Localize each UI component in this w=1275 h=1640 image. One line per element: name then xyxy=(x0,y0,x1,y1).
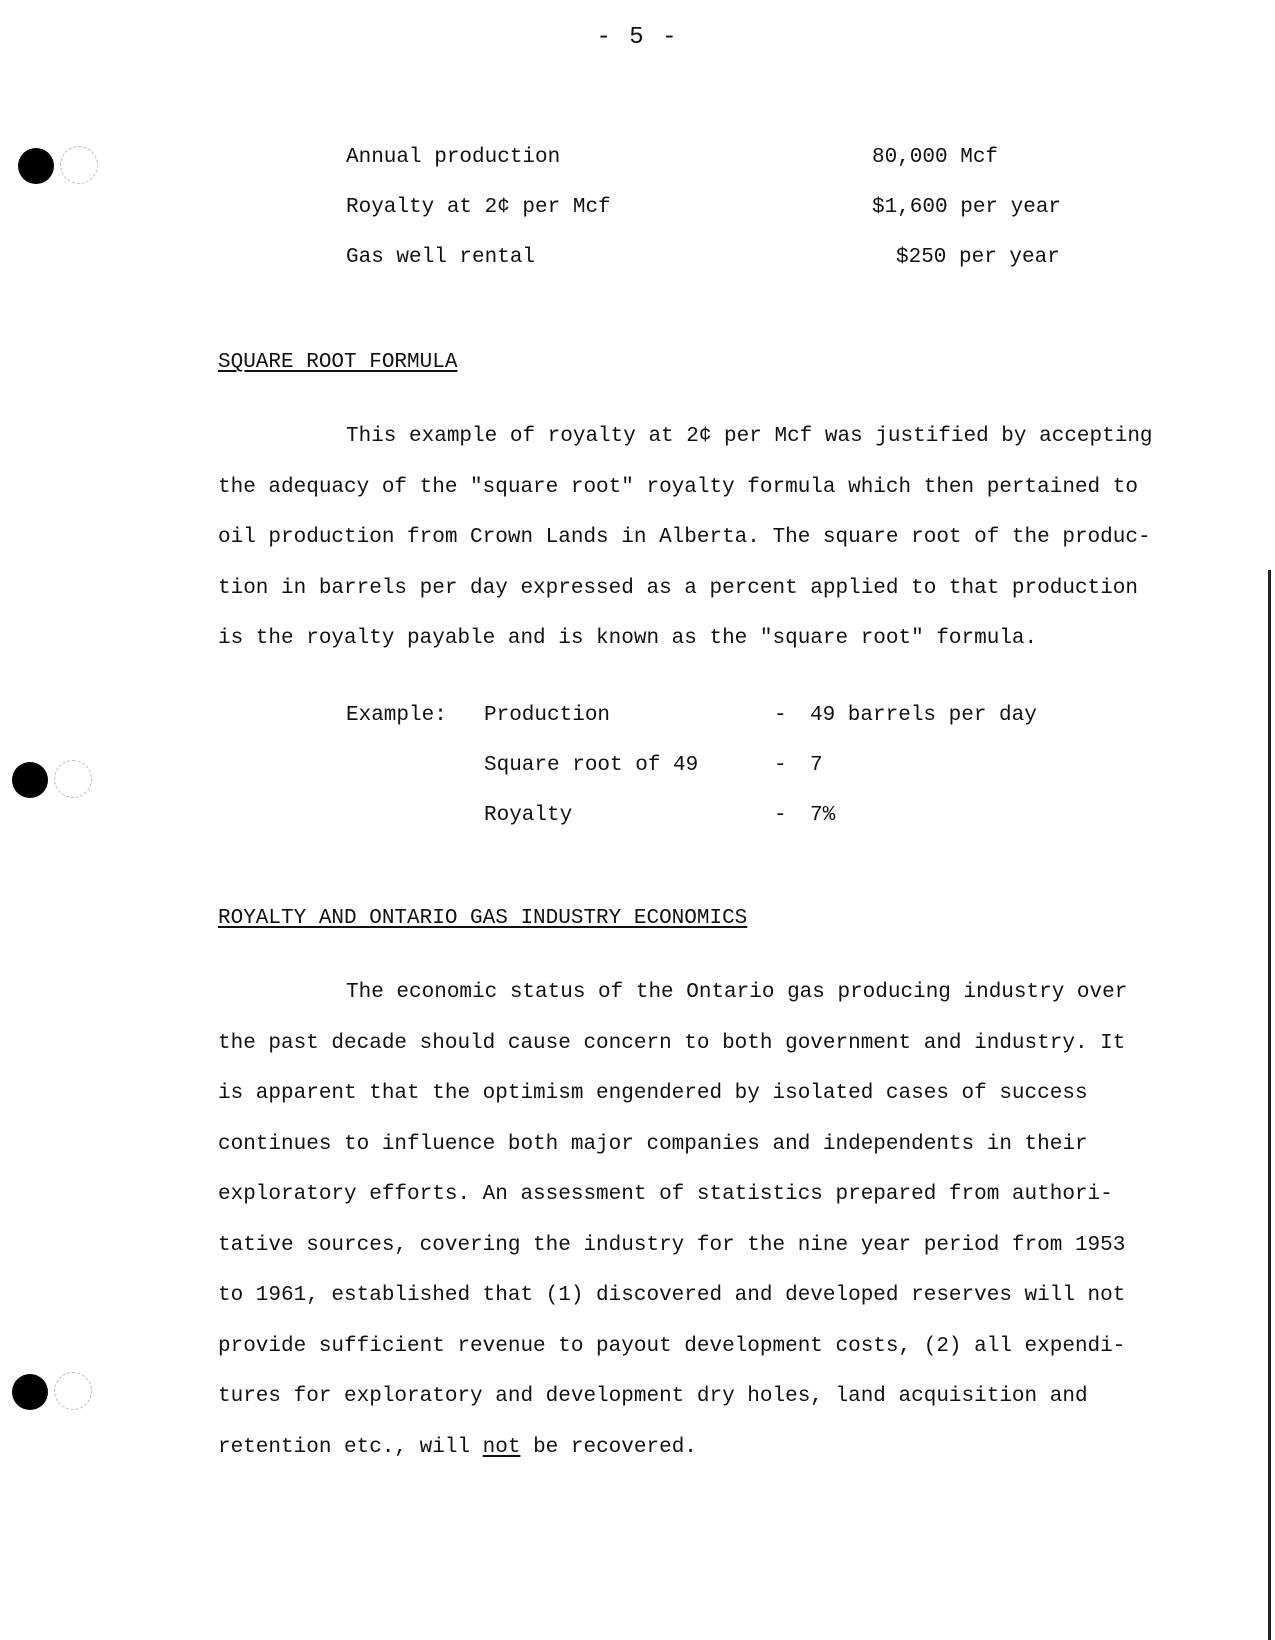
page-number: - 5 - xyxy=(596,24,679,51)
emphasis-not: not xyxy=(482,1435,521,1459)
summary-value: $250 per year xyxy=(896,246,1060,269)
example-row-label: Square root of 49 xyxy=(484,754,699,777)
paragraph-line: oil production from Crown Lands in Alberta. The square root of the produc- xyxy=(218,526,1151,549)
paragraph-line: tative sources, covering the industry for the nine year period from 1953 xyxy=(218,1233,1126,1257)
paragraph-square-root xyxy=(218,412,1168,665)
paragraph-line: provide sufficient revenue to payout development costs, (2) all expendi- xyxy=(218,1334,1126,1358)
paragraph-line: the adequacy of the "square root" royalty formula which then pertained to xyxy=(218,475,1138,499)
summary-value: $1,600 per year xyxy=(872,196,1062,219)
paragraph-line: continues to influence both major companies and independents in their xyxy=(218,1132,1088,1156)
example-label: Example: xyxy=(346,704,447,727)
hole-punch-middle xyxy=(12,762,48,798)
hole-punch-ring-bottom xyxy=(54,1372,92,1410)
paragraph-line: is the royalty payable and is known as the "square root" formula. xyxy=(218,627,1038,650)
paragraph-line: This example of royalty at 2¢ per Mcf was justified by accepting xyxy=(346,425,1153,448)
summary-value: 80,000 Mcf xyxy=(872,146,999,169)
scan-edge-line xyxy=(1268,570,1271,1640)
paragraph-line: to 1961, established that (1) discovered and developed reserves will not xyxy=(218,1284,1126,1307)
example-row-label: Royalty xyxy=(484,804,573,827)
last-line-start: retention etc., will xyxy=(218,1435,483,1459)
paragraph-line: tures for exploratory and development dry holes, land acquisition and xyxy=(218,1385,1088,1408)
summary-label: Annual production xyxy=(346,146,561,169)
hole-punch-ring-middle xyxy=(54,760,92,798)
paragraph-line: the past decade should cause concern to both government and industry. It xyxy=(218,1031,1126,1055)
example-row-dash: - xyxy=(774,804,787,827)
example-row-dash: - xyxy=(774,754,787,777)
example-row-label: Production xyxy=(484,704,611,727)
example-row-value: 7 xyxy=(810,754,823,777)
paragraph-economics xyxy=(218,968,1168,1473)
section-heading-square-root: SQUARE ROOT FORMULA xyxy=(218,351,458,374)
example-row-value: 49 barrels per day xyxy=(810,704,1037,727)
section-heading-economics: ROYALTY AND ONTARIO GAS INDUSTRY ECONOMICS xyxy=(218,907,748,930)
paragraph-last-line xyxy=(218,1423,1168,1474)
paragraph-line: is apparent that the optimism engendered by isolated cases of success xyxy=(218,1082,1088,1105)
paragraph-line: The economic status of the Ontario gas producing industry over xyxy=(346,981,1128,1004)
hole-punch-bottom xyxy=(12,1374,48,1410)
summary-label: Gas well rental xyxy=(346,246,536,269)
example-row-value: 7% xyxy=(810,804,836,827)
last-line-end: be recovered. xyxy=(520,1435,697,1459)
paragraph-line: tion in barrels per day expressed as a percent applied to that production xyxy=(218,576,1138,600)
paragraph-line: exploratory efforts. An assessment of statistics prepared from authori- xyxy=(218,1183,1113,1206)
hole-punch-ring-top xyxy=(60,146,98,184)
example-row-dash: - xyxy=(774,704,787,727)
hole-punch-top xyxy=(18,148,54,184)
summary-label: Royalty at 2¢ per Mcf xyxy=(346,196,611,219)
